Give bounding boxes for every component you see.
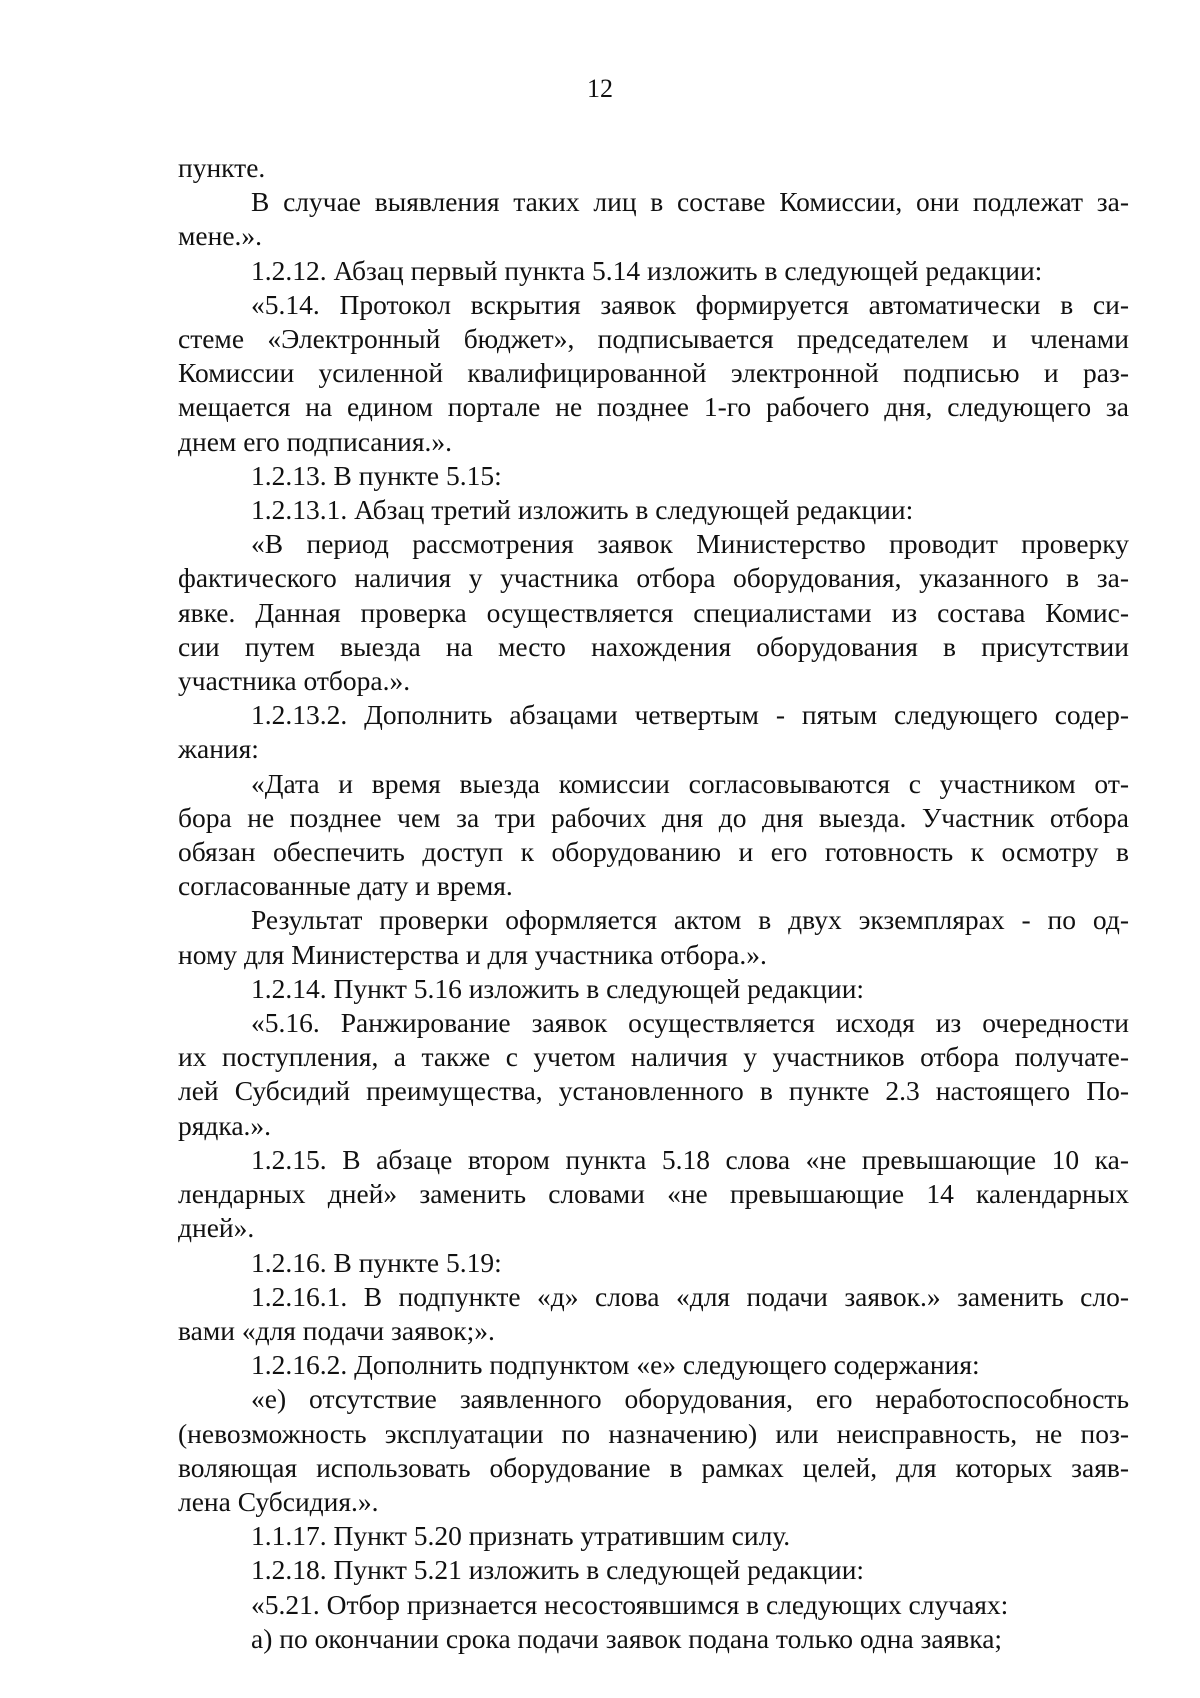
text-line: «В период рассмотрения заявок Министерство проводит проверку — [251, 528, 1129, 560]
paragraph — [178, 767, 1129, 904]
text-line: 1.2.18. Пункт 5.21 изложить в следующей редакции: — [251, 1554, 865, 1586]
text-line: мене.». — [178, 220, 263, 252]
text-line: «5.16. Ранжирование заявок осуществляется исходя из очередности — [251, 1007, 1129, 1039]
paragraph — [178, 288, 1129, 459]
text-line: явке. Данная проверка осуществляется специалистами из состава Комис- — [178, 596, 1129, 628]
text-line: В случае выявления таких лиц в составе Комиссии, они подлежат за- — [251, 186, 1129, 218]
text-line: стеме «Электронный бюджет», подписывается председателем и членами — [178, 323, 1129, 355]
text-line: днем его подписания.». — [178, 425, 453, 457]
text-line: «5.21. Отбор признается несостоявшимся в следующих случаях: — [251, 1588, 1009, 1620]
paragraph — [178, 1246, 1129, 1280]
paragraph — [178, 1280, 1129, 1348]
text-line: «Дата и время выезда комиссии согласовываются с участником от- — [251, 767, 1129, 799]
paragraph — [178, 972, 1129, 1006]
paragraph — [178, 1006, 1129, 1143]
text-line: воляющая использовать оборудование в рамках целей, для которых заяв- — [178, 1451, 1129, 1483]
text-line: ному для Министерства и для участника отбора.». — [178, 938, 767, 970]
paragraph — [178, 1622, 1129, 1656]
text-line: 1.2.16.1. В подпункте «д» слова «для подачи заявок.» заменить сло- — [251, 1280, 1129, 1312]
text-line: вами «для подачи заявок;». — [178, 1314, 495, 1346]
paragraph — [178, 1519, 1129, 1553]
text-line: жания: — [178, 733, 259, 765]
text-line: 1.2.13. В пункте 5.15: — [251, 459, 502, 491]
text-line: 1.2.13.2. Дополнить абзацами четвертым - пятым следующего содер- — [251, 699, 1129, 731]
paragraph — [178, 527, 1129, 698]
text-line: 1.2.16. В пункте 5.19: — [251, 1246, 502, 1278]
text-line: 1.2.13.1. Абзац третий изложить в следующей редакции: — [251, 494, 914, 526]
paragraph — [178, 151, 1129, 185]
text-line: пункте. — [178, 152, 266, 183]
text-line: лена Субсидия.». — [178, 1485, 379, 1517]
text-line: фактического наличия у участника отбора оборудования, указанного в за- — [178, 562, 1129, 594]
paragraph — [178, 493, 1129, 527]
text-line: бора не позднее чем за три рабочих дня до дня выезда. Участник отбора — [178, 801, 1129, 833]
text-line: Комиссии усиленной квалифицированной электронной подписью и раз- — [178, 357, 1129, 389]
paragraph — [178, 1143, 1129, 1246]
text-line: мещается на едином портале не позднее 1-го рабочего дня, следующего за — [178, 391, 1129, 423]
paragraph — [178, 185, 1129, 253]
text-line: 1.2.16.2. Дополнить подпунктом «е» следующего содержания: — [251, 1349, 980, 1381]
text-line: (невозможность эксплуатации по назначению) или неисправность, не поз- — [178, 1417, 1129, 1449]
paragraph — [178, 1553, 1129, 1587]
text-line: лендарных дней» заменить словами «не превышающие 14 календарных — [178, 1178, 1129, 1210]
paragraph — [178, 254, 1129, 288]
text-line: 1.2.14. Пункт 5.16 изложить в следующей редакции: — [251, 972, 865, 1004]
text-line: согласованные дату и время. — [178, 870, 513, 902]
text-line: а) по окончании срока подачи заявок подана только одна заявка; — [251, 1622, 1003, 1654]
text-line: дней». — [178, 1212, 255, 1244]
paragraph — [178, 903, 1129, 971]
text-line: обязан обеспечить доступ к оборудованию и его готовность к осмотру в — [178, 836, 1129, 868]
text-line: Результат проверки оформляется актом в двух экземплярах - по од- — [251, 904, 1129, 936]
text-line: их поступления, а также с учетом наличия у участников отбора получате- — [178, 1041, 1129, 1073]
paragraph — [178, 1588, 1129, 1622]
paragraph — [178, 459, 1129, 493]
paragraph — [178, 1348, 1129, 1382]
text-line: участника отбора.». — [178, 665, 411, 697]
text-line: лей Субсидий преимущества, установленного в пункте 2.3 настоящего По- — [178, 1075, 1129, 1107]
text-line: 1.1.17. Пункт 5.20 признать утратившим силу. — [251, 1520, 791, 1552]
text-line: 1.2.12. Абзац первый пункта 5.14 изложить в следующей редакции: — [251, 254, 1043, 286]
text-line: сии путем выезда на место нахождения оборудования в присутствии — [178, 630, 1129, 662]
text-line: «5.14. Протокол вскрытия заявок формируется автоматически в си- — [251, 288, 1129, 320]
paragraph — [178, 698, 1129, 766]
text-line: «е) отсутствие заявленного оборудования, его неработоспособность — [251, 1383, 1129, 1415]
document-body — [178, 151, 1129, 1656]
page-number: 12 — [587, 74, 613, 103]
paragraph — [178, 1382, 1129, 1519]
text-line: 1.2.15. В абзаце втором пункта 5.18 слова «не превышающие 10 ка- — [251, 1143, 1129, 1175]
text-line: рядка.». — [178, 1109, 272, 1141]
